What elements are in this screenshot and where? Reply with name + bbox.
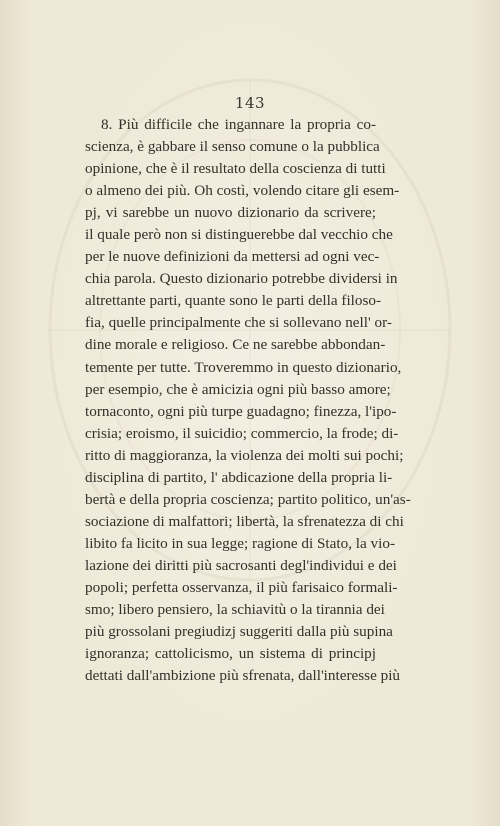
text-line: smo; libero pensiero, la schiavitù o la tirannia dei [85,601,385,619]
text-line: scienza, è gabbare il senso comune o la pubblica [85,138,380,156]
text-line: sociazione di malfattori; libertà, la sfrenatezza di chi [85,512,404,530]
text-line: chia parola. Questo dizionario potrebbe dividersi in [85,270,398,288]
text-line: più grossolani pregiudizj suggeriti dalla più supina [85,623,393,641]
body-paragraph [85,114,411,687]
text-line: per le nuove definizioni da mettersi ad ogni vec- [85,248,380,266]
text-line: temente per tutte. Troveremmo in questo dizionario, [85,358,402,376]
text-line: fia, quelle principalmente che si sollevano nell' or- [85,314,392,332]
page-number: 143 [234,94,266,112]
text-line: ignoranza; cattolicismo, un sistema di principj [85,645,376,663]
text-line: libito fa licito in sua legge; ragione di Stato, la vio- [85,534,396,552]
text-line: 8. Più difficile che ingannare la propria co- [101,116,376,133]
text-line: lazione dei diritti più sacrosanti degl'individui e dei [85,556,397,574]
text-line: opinione, che è il resultato della coscienza di tutti [85,160,386,178]
text-line: disciplina di partito, l' abdicazione della propria li- [85,468,393,486]
text-line: il quale però non si distinguerebbe dal vecchio che [85,226,393,244]
text-line: crisia; eroismo, il suicidio; commercio, la frode; di- [85,424,399,442]
text-line: tornaconto, ogni più turpe guadagno; finezza, l'ipo- [85,402,397,420]
text-line: per esempio, che è amicizia ogni più basso amore; [85,380,391,398]
text-line: popoli; perfetta osservanza, il più farisaico formali- [85,578,398,596]
text-line: bertà e della propria coscienza; partito politico, un'as- [85,490,411,508]
text-line: pj, vi sarebbe un nuovo dizionario da scrivere; [85,204,376,222]
text-line: dine morale e religioso. Ce ne sarebbe abbondan- [85,336,386,354]
text-line: altrettante parti, quante sono le parti della filoso- [85,292,382,310]
text-line: dettati dall'ambizione più sfrenata, dall'interesse più [85,667,401,685]
text-line: ritto di maggioranza, la violenza dei molti sui pochi; [85,446,404,464]
text-line: o almeno dei più. Oh costì, volendo citare gli esem- [85,182,400,200]
